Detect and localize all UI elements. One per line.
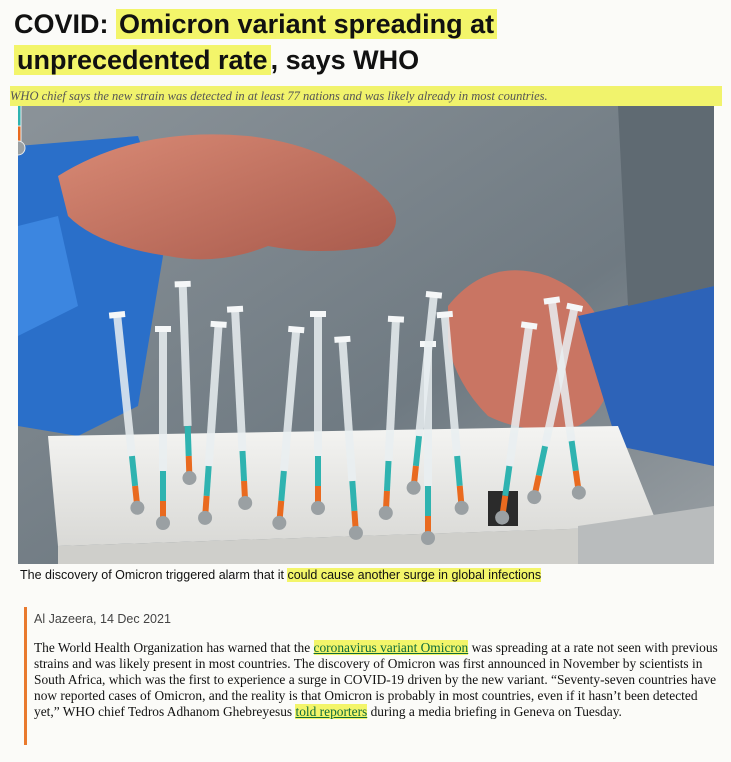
headline-highlight-1: Omicron variant spreading at xyxy=(116,9,497,39)
headline-suffix: , says WHO xyxy=(270,45,420,75)
syringes-photo-icon xyxy=(18,106,714,564)
caption-highlight: could cause another surge in global infections xyxy=(287,568,542,582)
omicron-variant-link[interactable]: coronavirus variant Omicron xyxy=(313,640,469,655)
headline-prefix: COVID: xyxy=(14,9,117,39)
article-accent-bar xyxy=(24,607,27,745)
photo-caption xyxy=(20,566,720,584)
article-photo xyxy=(18,106,714,564)
headline-highlight-2: unprecedented rate xyxy=(14,45,271,75)
body-sentence-2: was spreading at a rate not seen with previous strains and was likely present in most countries. The discovery of Omicron was first announced in November by scientists in South Africa, which was the first to experience a surge in COVID-19 driven by the new variant. “Seventy-seven countries have now reported cases of Omicron, and the reality is that Omicron is probably in most countries, even if it hasn’t been detected yet,” WHO chief Tedros Adhanom Ghebreyesus xyxy=(34,640,718,719)
body-sentence-3: during a media briefing in Geneva on Tuesday. xyxy=(367,704,622,719)
byline: Al Jazeera, 14 Dec 2021 xyxy=(34,612,171,626)
told-reporters-link[interactable]: told reporters xyxy=(295,704,368,719)
body-sentence-1: The World Health Organization has warned that the xyxy=(34,640,314,655)
caption-part1: The discovery of Omicron triggered alarm that it xyxy=(20,568,288,582)
headline xyxy=(14,6,714,78)
subtitle: WHO chief says the new strain was detected in at least 77 nations and was likely already in most countries. xyxy=(10,86,722,106)
article-body xyxy=(34,640,719,720)
